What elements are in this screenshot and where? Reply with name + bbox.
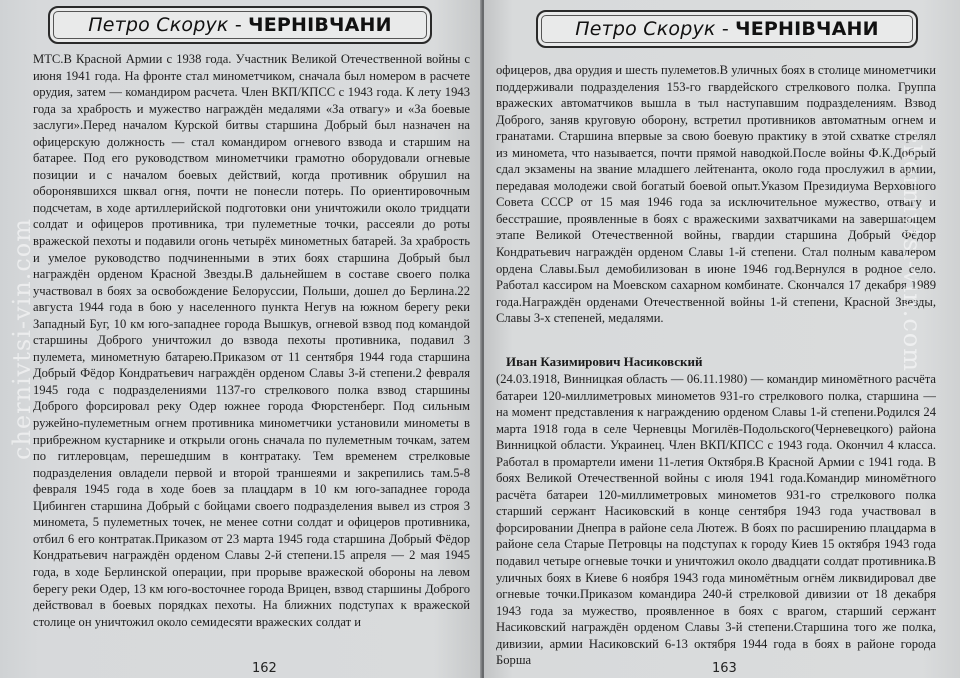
- right-page-header: [536, 10, 918, 48]
- right-page-number: 163: [712, 661, 737, 676]
- right-header-separator: -: [715, 18, 736, 40]
- section-heading: Иван Казимирович Насиковский: [506, 354, 703, 369]
- left-header-book-title: ЧЕРНІВЧАНИ: [248, 14, 392, 36]
- left-header-author: Петро Скорук: [88, 14, 229, 36]
- watermark-left: chernivtsi-vin.com: [8, 218, 36, 460]
- right-body-text-2: (24.03.1918, Винницкая область — 06.11.1980) — командир миномётного расчёта батареи 120-миллиметровых минометов 931-го стрелкового полка, старшина — на момент представления к награждению орденом Славы 1-й степени.Родился 24 марта 1918 года в селе Черневцы Могилёв-Подольского(Черневецкого) района Винницкой области. Украинец. Член ВКП/КПСС с 1943 года. Окончил 4 класса. Работал в промартели имени 11-летия Октября.В Красной Армии с 1941 года. В боях Великой Отечественной войны с июля 1941 года.Командир миномётного расчёта батареи 120-миллиметровых минометов 931-го стрелкового полка старший сержант Насиковский в конце сентября 1943 года участвовал в форсировании Днепра в районе села Лютеж. В боях по расширению плацдарма в районе села Старые Петровцы на подступах к городу Киев 15 октября 1943 года подавил четыре огневые точки и уничтожил около двадцати солдат противника.В уличных боях в Киеве 6 ноября 1943 года миномётным огнём ликвидировал две огневые точки.Приказом командира 240-й стрелковой дивизии от 18 декабря 1943 года за мужество, проявленное в боях с врагом, старший сержант Насиковский награждён орденом Славы 3-й степени.Старшина того же полка, дивизии, армии Насиковский 6-13 октября 1944 года в боях в районе города Борша: [496, 372, 936, 668]
- left-body-text: МТС.В Красной Армии с 1938 года. Участник Великой Отечественной войны с июня 1941 года. На фронте стал минометчиком, сначала был номером в расчете орудия, затем — командиром расчета. Член ВКП/КПСС с 1943 года. К лету 1943 года за храбрость и мужество награждён медалями «За отвагу» и «За боевые заслуги».Перед началом Курской битвы старшина Добрый был назначен на офицерскую должность — стал командиром огневого взвода и старшим на батарее. Под его руководством минометчики грамотно оборудовали огневые позиции и с началом боевых действий, когда противник обрушил на оборонявшихся шквал огня, почти не понесли потерь. По ориентировочным подсчетам, в ходе артиллерийской подготовки они уничтожили около тридцати солдат и офицеров противника, три пулеметные точки, рассеяли до роты вражеской пехоты и подавили огонь четырёх минометных батарей. За храбрость и умелое руководство подчиненными в этих боях старшина Добрый был награждён орденом Красной Звезды.В дальнейшем в составе своего полка участвовал в боях за освобождение Белоруссии, Польши, дошел до Берлина.22 августа 1944 года в бою у населенного пункта Негув на южном берегу реки Западный Буг, 10 км юго-западнее города Вышкув, огневой взвод под командой старшины Доброго уничтожил до взвода пехоты противника, подавил 3 пулемета, минометную батарею.Приказом от 11 сентября 1944 года старшина Добрый Фёдор Кондратьевич награждён орденом Славы 3-й степени.2 февраля 1945 года с подразделениями 1137-го стрелкового полка взвод старшины Доброго форсировал реку Одер южнее города Фюрстенберг. Под сильным ружейно-пулеметным огнем противника минометчики установили минометы в прибрежном кустарнике и открыли огонь сначала по пулеметным точкам, затем по гитлеровцам, перешедшим в контратаку. Тем временем стрелковые подразделения овладели первой и второй траншеями и закрепились там.5-8 февраля 1945 года в ходе боев за плацдарм в 10 км юго-западнее города Цибинген старшина Добрый с бойцами своего подразделения вывел из строя 3 минометa, 5 пулеметных точек, не менее сотни солдат и офицеров противника, отбил 6 его контратак.Приказом от 23 марта 1945 года старшина Добрый Фёдор Кондратьевич награждён орденом Славы 2-й степени.15 апреля — 2 мая 1945 года, в ходе Берлинской операции, при прорыве вражеской обороны на левом берегу реки Одер, 13 км юго-восточнее города Врицен, взвод старшины Доброго действовал в боевых порядках пехоты. На ближних подступах к вражеской столице он уничтожил около семидесяти вражеских солдат и: [33, 52, 470, 629]
- right-header-title: [575, 18, 878, 40]
- right-header-author: Петро Скорук: [575, 18, 716, 40]
- right-header-book-title: ЧЕРНІВЧАНИ: [735, 18, 879, 40]
- left-page-number: 162: [252, 661, 277, 676]
- left-header-separator: -: [228, 14, 249, 36]
- watermark-right: chernivtsi-vin.com: [898, 130, 926, 372]
- right-page: [484, 0, 960, 678]
- left-page-header: [48, 6, 432, 44]
- left-header-title: [88, 14, 391, 36]
- right-body-text: офицеров, два орудия и шесть пулеметов.В уличных боях в столице минометчики поддерживали подразделения 153-го гвардейского стрелкового полка. Группа вражеских автоматчиков вышла в тыл наступавшим подразделениям. Взвод Доброго, заняв круговую оборону, встретил противников автоматным огнем и гранатами. Старшина впервые за свою боевую практику в этой схватке стрелял из миномета, что называется, почти прямой наводкой.После войны Ф.К.Добрый сдал экзамены на звание младшего лейтенанта, около года прослужил в армии, передавая молодежи свой богатый боевой опыт.Указом Президиума Верховного Совета СССР от 15 мая 1946 года за исключительное мужество, отвагу и бесстрашие, проявленные в боях с вражескими захватчиками на завершающем этапе Великой Отечественной войны, гвардии старшина Добрый Фёдор Кондратьевич награждён орденом Славы 1-й степени. Стал полным кавалером ордена Славы.Был демобилизован в июне 1946 год.Вернулся в родное село. Работал кассиром на Моевском сахарном комбинате. Скончался 17 декабря 1989 года.Награждён орденами Отечественной войны 1-й степени, Красной Звезды, Славы 3-х степеней, медалями.: [496, 63, 936, 326]
